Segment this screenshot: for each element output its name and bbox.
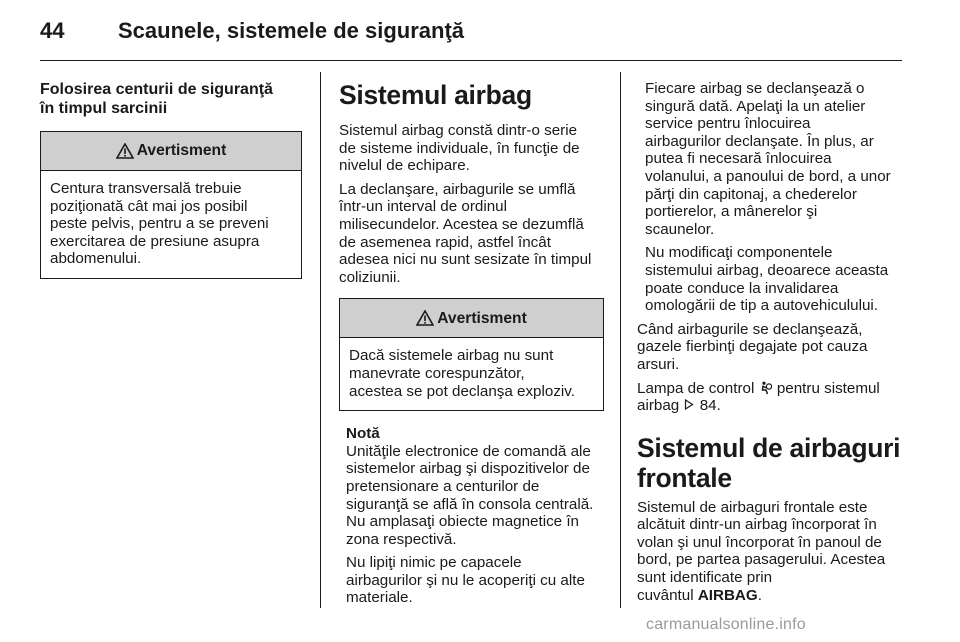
text-line: gazele fierbinţi degajate pot cauza (637, 338, 868, 356)
page-header (40, 18, 902, 58)
text-line: acestea se pot declanşa exploziv. (349, 382, 575, 400)
section-heading-airbag: Sistemul airbag (339, 80, 532, 110)
text-line: milisecundelor. Acestea se dezumflă (339, 215, 584, 233)
text-line: bord, pe partea pasagerului. Acestea (637, 551, 886, 569)
header-rule (40, 60, 902, 61)
text-line: manevrate corespunzător, (349, 364, 525, 382)
paragraph (637, 244, 905, 314)
text-line (637, 380, 905, 398)
reference-page[interactable]: 84. (699, 397, 721, 415)
text-line: sunt identificate prin (637, 569, 773, 587)
warning-body (340, 338, 603, 410)
paragraph (346, 554, 604, 607)
section-heading-front-airbags (637, 433, 905, 493)
paragraph (637, 80, 905, 238)
text-fragment: cuvântul (637, 586, 694, 604)
text-line: de asemenea rapid, astfel încât (339, 233, 551, 251)
airbag-warning-lamp-icon (760, 381, 772, 395)
section-heading-pregnancy (40, 80, 302, 118)
text-line: într-un interval de ordinul (339, 198, 507, 216)
heading-line: frontale (637, 462, 732, 493)
text-line: abdomenului. (50, 250, 142, 268)
note-block (339, 425, 604, 607)
text-line: Sistemul airbag constă dintr-o serie (339, 122, 578, 139)
text-line: scaunelor. (645, 220, 715, 238)
text-line: de sisteme individuale, în funcţie de (339, 139, 580, 157)
text-line: exercitarea de presiune asupra (50, 232, 260, 250)
heading-line: Folosirea centurii de siguranţă (40, 81, 273, 98)
text-line: La declanşare, airbagurile se umflă (339, 180, 576, 198)
heading-line: în timpul sarcinii (40, 100, 168, 117)
text-line: Nu amplasaţi obiecte magnetice în (346, 513, 580, 531)
text-line: Dacă sistemele airbag nu sunt (349, 347, 554, 365)
warning-title: Avertisment (136, 142, 227, 160)
heading-line: Sistemul de airbaguri (637, 432, 901, 463)
text-line (637, 397, 905, 415)
text-line: omologării de tip a autovehiculului. (645, 297, 879, 315)
text-line: nivelul de echipare. (339, 157, 470, 175)
paragraph (637, 380, 905, 415)
text-line: arsuri. (637, 355, 680, 373)
text-fragment: . (757, 586, 762, 604)
warning-header (340, 299, 603, 338)
warning-body (41, 171, 301, 278)
note-label: Notă (346, 425, 380, 443)
warning-title: Avertisment (437, 309, 527, 327)
text-line (637, 587, 905, 605)
text-line: sistemelor airbag şi dispozitivelor de (346, 460, 590, 478)
paragraph (339, 181, 604, 287)
text-line: volanului, a panoului de bord, a unor (645, 167, 891, 185)
text-line: singură dată. Apelaţi la un atelier (645, 97, 866, 115)
page-reference-icon (684, 399, 694, 410)
column-2 (339, 80, 604, 613)
text-line: Când airbagurile se declanşează, (637, 320, 863, 338)
text-line: Centura transversală trebuie (50, 180, 242, 197)
text-line: Nu modificaţi componentele (645, 244, 833, 262)
paragraph (339, 122, 604, 175)
warning-triangle-icon (416, 310, 434, 326)
watermark: carmanualsonline.info (646, 616, 806, 633)
text-line: peste pelvis, pentru a se preveni (50, 215, 269, 233)
airbag-label: AIRBAG (697, 586, 758, 604)
text-line: zona respectivă. (346, 530, 457, 548)
text-line: airbagurilor şi nu le acoperiţi cu alte (346, 571, 585, 589)
text-line: siguranţă se află în consola centrală. (346, 495, 594, 513)
page-number: 44 (40, 18, 65, 43)
chapter-title: Scaunele, sistemele de siguranţă (118, 18, 465, 43)
column-divider-2 (620, 72, 621, 608)
warning-box (40, 131, 302, 279)
column-3 (637, 80, 905, 610)
paragraph (637, 499, 905, 605)
paragraph (637, 321, 905, 374)
text-line: service pentru înlocuirea (645, 115, 811, 133)
lamp-text-before: Lampa de control (637, 379, 755, 397)
warning-header (41, 132, 301, 171)
text-line: poziţionată cât mai jos posibil (50, 197, 248, 215)
text-line: poate conduce la invalidarea (645, 279, 839, 297)
warning-box (339, 298, 604, 411)
text-line: airbagurilor declanşate. În plus, ar (645, 132, 874, 150)
warning-triangle-icon (116, 143, 134, 159)
text-line: sistemului airbag, deoarece aceasta (645, 261, 889, 279)
text-line: putea fi necesară înlocuirea (645, 150, 832, 168)
paragraph (346, 443, 604, 549)
text-line: Fiecare airbag se declanşează o (645, 80, 865, 97)
text-line: portierelor, a mânerelor şi (645, 203, 818, 221)
text-line: Sistemul de airbaguri frontale este (637, 498, 868, 516)
lamp-text-line2: airbag (637, 397, 680, 415)
column-1 (40, 80, 302, 293)
column-divider-1 (320, 72, 321, 608)
text-line: pretensionare a centurilor de (346, 477, 540, 495)
text-line: Unităţile electronice de comandă ale (346, 442, 591, 460)
text-line: Nu lipiţi nimic pe capacele (346, 554, 522, 572)
text-line: alcătuit dintr-un airbag încorporat în (637, 516, 877, 534)
text-line: volan şi unul încorporat în panoul de (637, 533, 882, 551)
text-line: părţi din capitonaj, a chederelor (645, 185, 857, 203)
lamp-text-after: pentru sistemul (776, 379, 880, 397)
text-line: coliziunii. (339, 268, 401, 286)
text-line: materiale. (346, 589, 413, 607)
text-line: adesea nici nu sunt sesizate în timpul (339, 251, 592, 269)
